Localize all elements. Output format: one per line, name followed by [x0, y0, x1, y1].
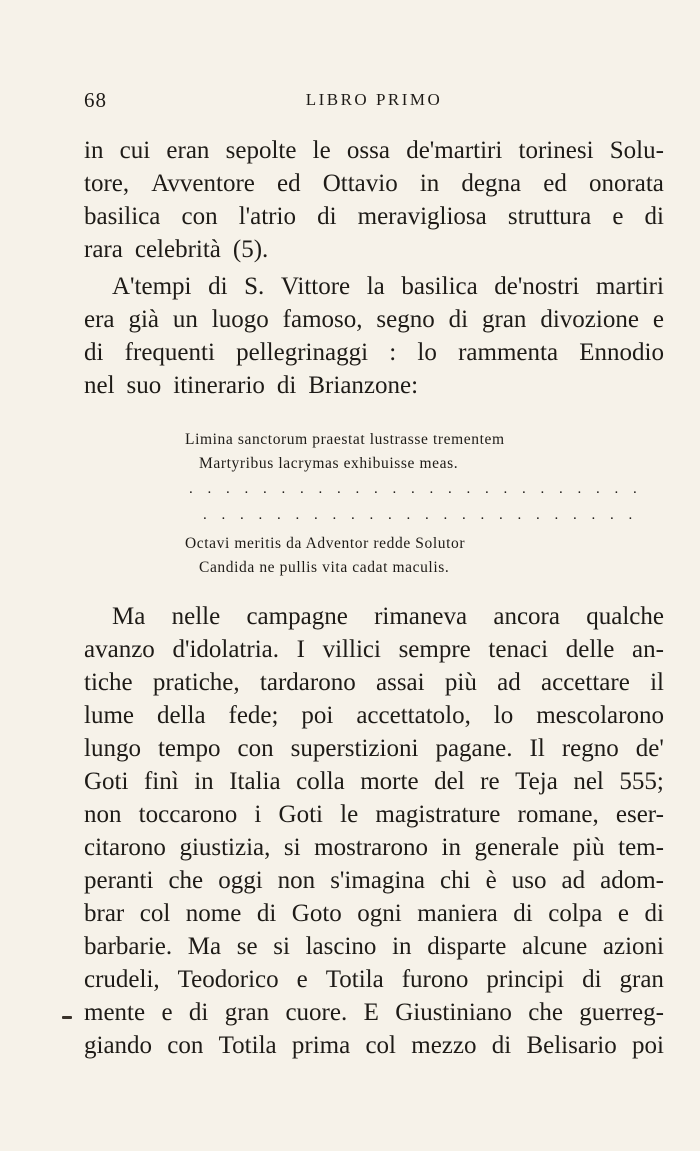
- text-line: [84, 831, 664, 864]
- word: barbarie.: [84, 933, 173, 960]
- word: suo: [126, 372, 162, 399]
- word: poi: [301, 702, 334, 729]
- word: tardarono: [259, 669, 356, 696]
- word: si: [283, 834, 301, 861]
- verse-quotation: [185, 428, 643, 580]
- word: un: [172, 306, 198, 333]
- word: Ottavio: [322, 170, 398, 197]
- word: Vittore: [280, 273, 351, 300]
- word: di: [188, 999, 209, 1026]
- word: colla: [296, 768, 345, 795]
- word: toccarono: [138, 801, 238, 828]
- word: nel: [573, 768, 604, 795]
- word: morte: [360, 768, 419, 795]
- word: il: [650, 669, 664, 696]
- word: tempo: [157, 735, 221, 762]
- word: in: [392, 933, 412, 960]
- word: s'imagina: [330, 867, 425, 894]
- word: della: [156, 702, 206, 729]
- word: re: [480, 768, 500, 795]
- word: Totila: [218, 1032, 277, 1059]
- word: poi: [631, 1032, 664, 1059]
- verse-line-4: Candida ne pullis vita cadat maculis.: [199, 559, 450, 576]
- word: di: [644, 203, 664, 230]
- word: Totila: [325, 966, 384, 993]
- word: e: [612, 203, 624, 230]
- word: di: [84, 339, 104, 366]
- word: onorata: [588, 170, 664, 197]
- word: Ma: [112, 603, 146, 630]
- word: e: [652, 306, 664, 333]
- word: citarono: [84, 834, 166, 861]
- word: luogo: [211, 306, 269, 333]
- text-line: [84, 996, 664, 1029]
- word: de'martiri: [406, 137, 503, 164]
- word: ad: [497, 669, 521, 696]
- running-head: LIBRO PRIMO: [305, 90, 443, 109]
- word: cui: [119, 137, 151, 164]
- word: di: [276, 372, 297, 399]
- word: S.: [244, 273, 265, 300]
- word: nelle: [171, 603, 221, 630]
- word: in: [419, 170, 440, 197]
- word: che: [528, 999, 563, 1026]
- word: giustizia,: [179, 834, 271, 861]
- word: E: [363, 999, 379, 1026]
- word: pratiche,: [152, 669, 240, 696]
- word: era: [84, 306, 115, 333]
- word: più: [572, 834, 605, 861]
- ellipsis-row-2: . . . . . . . . . . . . . . . . . . . . . . . .: [203, 507, 638, 523]
- text-line: [84, 200, 664, 233]
- word: campagne: [246, 603, 348, 630]
- word: Belisario: [526, 1032, 617, 1059]
- word: ed: [543, 170, 567, 197]
- word: oggi: [218, 867, 263, 894]
- word: accettare: [541, 669, 630, 696]
- text-line: [84, 270, 664, 303]
- word: famoso,: [282, 306, 363, 333]
- word: di: [448, 306, 469, 333]
- text-line: [84, 963, 664, 996]
- word: :: [389, 339, 397, 366]
- word: mescolarono: [536, 702, 664, 729]
- word: col: [365, 1032, 396, 1059]
- word: azioni: [602, 933, 664, 960]
- word: A'tempi: [112, 273, 192, 300]
- word: in: [194, 768, 214, 795]
- word: pellegrinaggi: [236, 339, 369, 366]
- word: in: [84, 137, 104, 164]
- paragraph-2: [84, 270, 664, 402]
- word: la: [366, 273, 385, 300]
- word: Ma: [187, 933, 222, 960]
- text-line: [84, 864, 664, 897]
- text-line: [84, 930, 664, 963]
- word: lascino: [305, 933, 377, 960]
- word: lo: [417, 339, 437, 366]
- word: romane,: [517, 801, 599, 828]
- word: di: [491, 1032, 512, 1059]
- word: che: [168, 867, 204, 894]
- word: ed: [277, 170, 301, 197]
- word: le: [312, 137, 331, 164]
- word: itinerario: [173, 372, 265, 399]
- word: segno: [376, 306, 435, 333]
- text-line: [84, 666, 664, 699]
- word: gran: [482, 306, 527, 333]
- text-line: [84, 303, 664, 336]
- word: e: [161, 999, 173, 1026]
- word: più: [444, 669, 477, 696]
- word: tem-: [618, 834, 664, 861]
- word: (5).: [232, 236, 269, 263]
- word: divozione: [540, 306, 639, 333]
- word: an-: [631, 636, 664, 663]
- word: meravigliosa: [357, 203, 487, 230]
- word: è: [485, 867, 497, 894]
- word: gran: [224, 999, 270, 1026]
- word: struttura: [507, 203, 592, 230]
- text-line: [84, 897, 664, 930]
- word: cuore.: [285, 999, 348, 1026]
- word: tore,: [84, 170, 130, 197]
- word: colpa: [548, 900, 603, 927]
- word: pagane.: [435, 735, 513, 762]
- word: chi: [440, 867, 471, 894]
- word: Italia: [229, 768, 281, 795]
- text-line: [84, 798, 664, 831]
- word: ossa: [346, 137, 390, 164]
- ellipsis-row-1: . . . . . . . . . . . . . . . . . . . . . . . . .: [189, 481, 643, 497]
- word: di: [208, 273, 228, 300]
- word: e: [296, 966, 308, 993]
- word: degna: [461, 170, 522, 197]
- word: alcune: [522, 933, 588, 960]
- word: tiche: [84, 669, 133, 696]
- word: eser-: [615, 801, 664, 828]
- margin-mark: [62, 1016, 72, 1019]
- word: Giustiniano: [395, 999, 512, 1026]
- word: accettatolo,: [356, 702, 471, 729]
- word: delle: [565, 636, 615, 663]
- word: Avventore: [151, 170, 255, 197]
- word: rammenta: [458, 339, 559, 366]
- word: qualche: [586, 603, 664, 630]
- text-line: [84, 167, 664, 200]
- text-line: [84, 336, 664, 369]
- word: i: [254, 801, 262, 828]
- text-line: [84, 732, 664, 765]
- paragraph-3: [84, 600, 664, 1062]
- verse-line-1: Limina sanctorum praestat lustrasse trementem: [185, 431, 505, 448]
- word: frequenti: [124, 339, 215, 366]
- word: mente: [84, 999, 146, 1026]
- word: tenaci: [488, 636, 549, 663]
- word: superstizioni: [290, 735, 419, 762]
- word: avanzo: [84, 636, 155, 663]
- word: ad: [561, 867, 586, 894]
- word: maniera: [417, 900, 498, 927]
- word: Brianzone:: [308, 372, 419, 399]
- word: assai: [376, 669, 425, 696]
- word: uso: [511, 867, 547, 894]
- word: nel: [84, 372, 115, 399]
- word: Goti: [278, 801, 323, 828]
- word: non: [277, 867, 316, 894]
- word: torinesi: [518, 137, 594, 164]
- word: prima: [291, 1032, 351, 1059]
- word: I: [296, 636, 305, 663]
- word: di: [644, 900, 664, 927]
- word: regno: [561, 735, 619, 762]
- text-line: [84, 134, 664, 167]
- word: rimaneva: [374, 603, 468, 630]
- paragraph-1: [84, 134, 664, 266]
- word: col: [139, 900, 171, 927]
- word: d'idolatria.: [172, 636, 279, 663]
- word: Ennodio: [579, 339, 664, 366]
- word: de': [635, 735, 664, 762]
- word: rara: [84, 236, 123, 263]
- text-line: [84, 600, 664, 633]
- word: ogni: [357, 900, 402, 927]
- verse-line-2: Martyribus lacrymas exhibuisse meas.: [199, 455, 459, 472]
- page-number: 68: [84, 88, 107, 112]
- word: generale: [474, 834, 560, 861]
- word: brar: [84, 900, 125, 927]
- text-line: [84, 699, 664, 732]
- word: basilica: [84, 203, 161, 230]
- word: del: [434, 768, 465, 795]
- word: le: [340, 801, 359, 828]
- verse-line-3: Octavi meritis da Adventor redde Solutor: [185, 535, 466, 552]
- word: con: [237, 735, 274, 762]
- word: lo: [493, 702, 514, 729]
- word: l'atrio: [238, 203, 296, 230]
- word: non: [84, 801, 122, 828]
- word: furono: [401, 966, 469, 993]
- word: magistrature: [375, 801, 501, 828]
- text-line: [84, 633, 664, 666]
- word: si: [273, 933, 290, 960]
- text-line: [84, 1029, 664, 1062]
- word: adom-: [600, 867, 664, 894]
- word: ancora: [493, 603, 560, 630]
- word: disparte: [427, 933, 507, 960]
- word: con: [181, 203, 218, 230]
- word: in: [441, 834, 461, 861]
- word: de'nostri: [494, 273, 580, 300]
- word: finì: [143, 768, 179, 795]
- word: di: [513, 900, 533, 927]
- word: principi: [486, 966, 565, 993]
- text-line: [84, 765, 664, 798]
- word: giando: [84, 1032, 153, 1059]
- word: di: [582, 966, 602, 993]
- word: martiri: [595, 273, 664, 300]
- word: lume: [84, 702, 134, 729]
- page-header: [84, 88, 664, 118]
- word: se: [236, 933, 258, 960]
- word: sempre: [398, 636, 471, 663]
- word: Il: [529, 735, 545, 762]
- word: e: [617, 900, 629, 927]
- word: Solu-: [609, 137, 664, 164]
- text-line: [84, 369, 664, 402]
- word: Teja: [515, 768, 558, 795]
- word: 555;: [619, 768, 664, 795]
- word: Goti: [84, 768, 129, 795]
- word: basilica: [401, 273, 478, 300]
- word: sepolte: [225, 137, 297, 164]
- word: crudeli,: [84, 966, 160, 993]
- word: celebrità: [134, 236, 221, 263]
- word: fede;: [228, 702, 279, 729]
- word: con: [167, 1032, 204, 1059]
- word: nome: [185, 900, 242, 927]
- word: gran: [619, 966, 664, 993]
- word: Teodorico: [177, 966, 279, 993]
- word: di: [317, 203, 337, 230]
- word: villici: [322, 636, 381, 663]
- word: eran: [166, 137, 210, 164]
- word: già: [128, 306, 159, 333]
- word: guerreg-: [579, 999, 664, 1026]
- word: mezzo: [411, 1032, 477, 1059]
- word: lungo: [84, 735, 141, 762]
- text-line: [84, 233, 664, 266]
- word: mostrarono: [314, 834, 428, 861]
- word: peranti: [84, 867, 154, 894]
- word: Goto: [291, 900, 342, 927]
- word: di: [256, 900, 277, 927]
